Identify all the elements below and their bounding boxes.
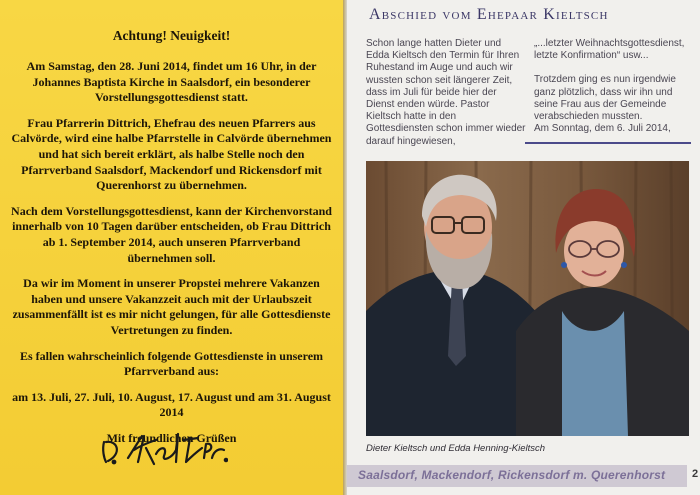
photo-caption: Dieter Kieltsch und Edda Henning-Kieltsch (366, 443, 546, 454)
date-underline (525, 142, 691, 144)
article-text: Trotzdem ging es nun irgendwie ganz plötzlich, dass wir ihn und seine Frau aus der Gemeinde verabschieden mussten. (534, 74, 676, 123)
flyer-closing: Mit freundlichen Grüßen (106, 430, 237, 445)
announcement-flyer (0, 0, 343, 495)
flyer-paragraph-decision: Nach dem Vorstellungsgottesdienst, kann der Kirchenvorstand innerhalb von 10 Tagen darüber entscheiden, ob Frau Dittrich ab 1. September 2014, auch unseren Pfarrverband übernehmen soll. (11, 203, 332, 265)
flyer-paragraph-vacancy: Da wir im Moment in unserer Propstei mehrere Vakanzen haben und unsere Vakanzzeit auch mit der Urlaubszeit zusammenfällt ist es mir nicht gelungen, für alle Gottesdienste Vertretungen zu finden. (12, 276, 331, 337)
flyer-paragraph-dates: am 13. Juli, 27. Juli, 10. August, 17. August und am 31. August 2014 (12, 389, 331, 420)
article-date: Am Sonntag, dem 6. Juli 2014, (534, 123, 671, 135)
page-number: 2 (692, 468, 699, 480)
article-column-left: Schon lange hatten Dieter und Edda Kieltsch den Termin für Ihren Ruhestand im Auge und auch wir wussten schon seit längerer Zeit, dass im Juli für beide hier der Dienst enden würde. Pastor Kieltsch hatte in den Gottesdiensten schon immer wieder darauf hingewiesen, (366, 38, 526, 147)
handwritten-signature (98, 428, 228, 468)
flyer-heading: Achtung! Neuigkeit! (112, 28, 231, 43)
flyer-paragraph-pastor: Frau Pfarrerin Dittrich, Ehefrau des neuen Pfarrers aus Calvörde, wird eine halbe Pfarrstelle in Calvörde übernehmen und hat sich bereit erklärt, als halbe Stelle noch den Pfarrverband Saalsdorf, Mackendorf und Rickensdorf mit Querenhorst zu übernehmen. (11, 115, 332, 193)
flyer-paragraph-service: Am Samstag, den 28. Juni 2014, findet um 16 Uhr, in der Johannes Baptista Kirche in Saalsdorf, ein besonderer Vorstellungsgottesdienst statt. (26, 59, 317, 105)
parish-banner: Saalsdorf, Mackendorf, Rickensdorf m. Querenhorst (347, 465, 687, 487)
article-quote: „...letzter Weihnachtsgottesdienst, letzte Konfirmation“ usw... (534, 38, 685, 62)
article-title: Abschied vom Ehepaar Kieltsch (369, 6, 609, 23)
brochure-page (347, 0, 700, 495)
couple-photo (366, 161, 689, 436)
flyer-paragraph-cancelled-intro: Es fallen wahrscheinlich folgende Gottesdienste in unserem Pfarrverband aus: (19, 348, 324, 379)
article-column-right (534, 38, 699, 135)
